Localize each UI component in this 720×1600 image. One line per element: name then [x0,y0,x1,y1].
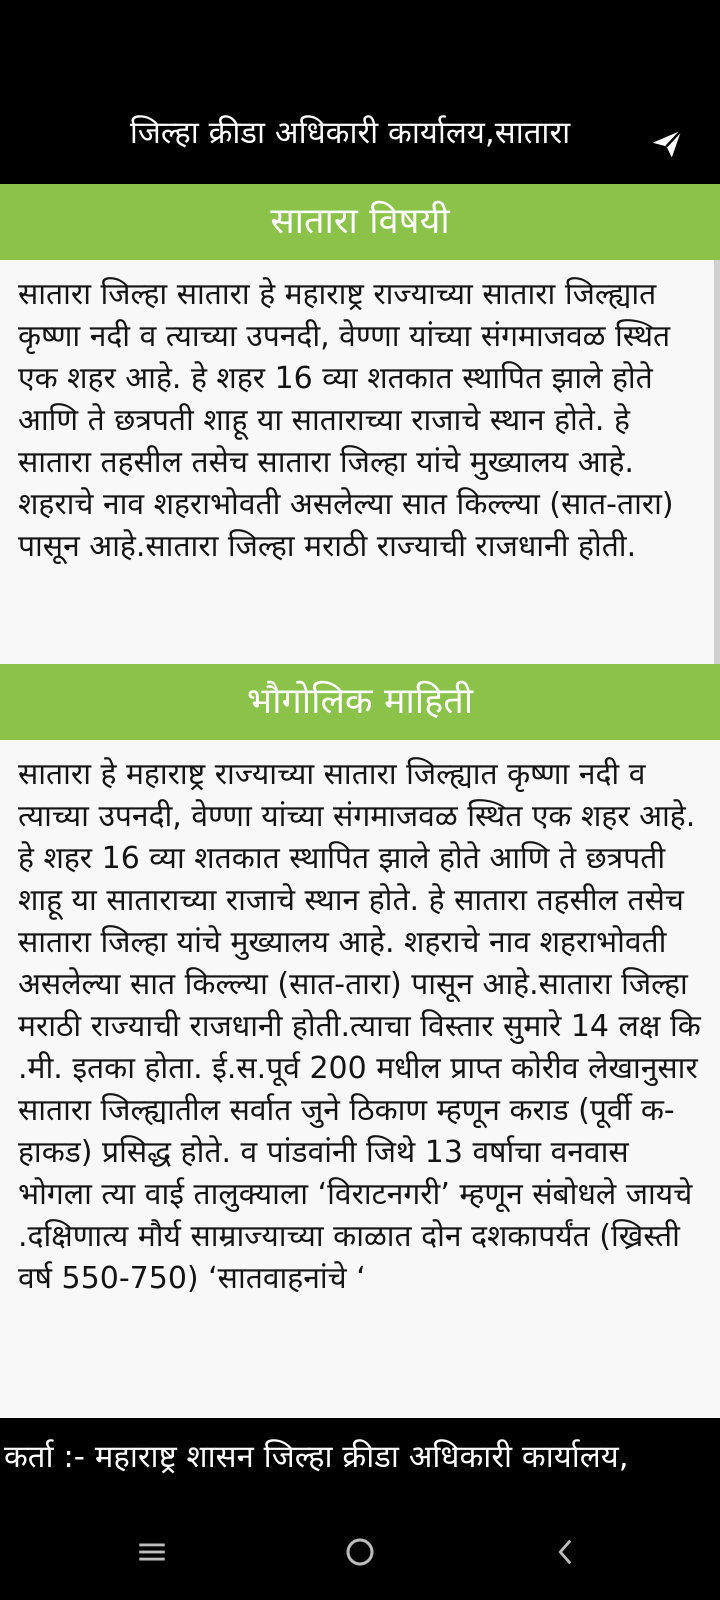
footer-marquee [0,1418,720,1496]
home-button[interactable] [330,1522,390,1582]
back-chevron-icon [549,1535,583,1569]
section-header-geography: भौगोलिक माहिती [0,664,720,740]
send-icon [649,126,685,162]
app-bar [0,0,720,184]
section-header-about: सातारा विषयी [0,184,720,260]
section-body-about: सातारा जिल्हा सातारा हे महाराष्ट्र राज्याच्या सातारा जिल्ह्यात कृष्णा नदी व त्याच्या उपनदी, वेण्णा यांच्या संगमाजवळ स्थित एक शहर आहे. हे शहर 16 व्या शतकात स्थापित झाले होते आणि ते छत्रपती शाहू या साताराच्या राजाचे स्थान होते. हे सातारा तहसील तसेच सातारा जिल्हा यांचे मुख्यालय आहे. शहराचे नाव शहराभोवती असलेल्या सात किल्ल्या (सात-तारा) पासून आहे.सातारा जिल्हा मराठी राज्याची राजधानी होती. [18,277,674,564]
section-body-geography: सातारा हे महाराष्ट्र राज्याच्या सातारा जिल्ह्यात कृष्णा नदी व त्याच्या उपनदी, वेण्णा यांच्या संगमाजवळ स्थित एक शहर आहे. हे शहर 16 व्या शतकात स्थापित झाले होते आणि ते छत्रपती शाहू या साताराच्या राजाचे स्थान होते. हे सातारा तहसील तसेच सातारा जिल्हा यांचे मुख्यालय आहे. शहराचे नाव शहराभोवती असलेल्या सात किल्ल्या (सात-तारा) पासून आहे.सातारा जिल्हा मराठी राज्याची राजधानी होती.त्याचा विस्तार सुमारे 14 लक्ष कि .मी. इतका होता. ई.स.पूर्व 200 मधील प्राप्त कोरीव लेखानुसार सातारा जिल्ह्यातील सर्वात जुने ठिकाण म्हणून कराड (पूर्वी क-हाकड) प्रसिद्ध होते. व पांडवांनी जिथे 13 वर्षाचा वनवास भोगला त्या वाई तालुक्याला ‘विराटनगरी’ म्हणून संबोधले जायचे .दक्षिणात्य मौर्य साम्राज्याच्या काळात दोन दशकापर्यंत (ख्रिस्ती वर्ष 550-750) ‘सातवाहनांचे ‘ [18,757,701,1296]
recents-button[interactable] [122,1522,182,1582]
system-nav-bar [0,1496,720,1600]
content-scroll[interactable] [0,184,720,1418]
share-button[interactable] [645,122,689,166]
home-circle-icon [342,1534,378,1570]
menu-icon [135,1535,169,1569]
back-button[interactable] [536,1522,596,1582]
footer-marquee-text: कर्ता :- महाराष्ट्र शासन जिल्हा क्रीडा अधिकारी कार्यालय, [4,1439,629,1475]
app-title: जिल्हा क्रीडा अधिकारी कार्यालय,सातारा [129,115,571,151]
